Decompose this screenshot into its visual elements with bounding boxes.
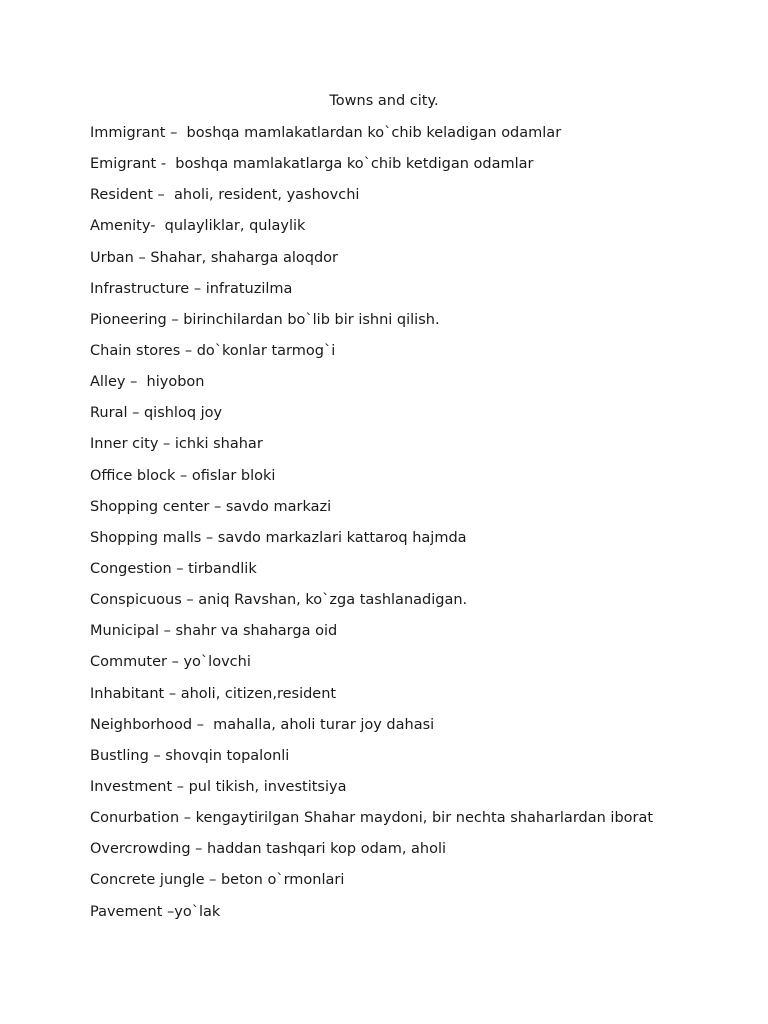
vocabulary-entry: Investment – pul tikish, investitsiya xyxy=(90,778,347,795)
vocabulary-entry: Inhabitant – aholi, citizen,resident xyxy=(90,685,337,702)
vocabulary-entry: Inner city – ichki shahar xyxy=(90,436,263,453)
vocabulary-entry: Shopping center – savdo markazi xyxy=(90,498,332,515)
vocabulary-entry: Shopping malls – savdo markazlari kattaroq hajmda xyxy=(90,529,467,546)
vocabulary-entry: Concrete jungle – beton o`rmonlari xyxy=(90,872,345,889)
vocabulary-entry: Neighborhood – mahalla, aholi turar joy dahasi xyxy=(90,716,435,733)
vocabulary-entry: Infrastructure – infratuzilma xyxy=(90,280,293,297)
vocabulary-entry: Immigrant – boshqa mamlakatlardan ko`chib keladigan odamlar xyxy=(90,125,562,141)
vocabulary-entry: Commuter – yo`lovchi xyxy=(90,654,251,671)
vocabulary-entry: Congestion – tirbandlik xyxy=(90,560,257,577)
vocabulary-entry: Pavement –yo`lak xyxy=(90,903,221,920)
vocabulary-entry: Conurbation – kengaytirilgan Shahar maydoni, bir nechta shaharlardan iborat xyxy=(90,810,654,827)
vocabulary-entry: Resident – aholi, resident, yashovchi xyxy=(90,187,360,204)
vocabulary-entry: Pioneering – birinchilardan bo`lib bir ishni qilish. xyxy=(90,311,440,328)
vocabulary-entry: Amenity- qulayliklar, qulaylik xyxy=(90,218,306,235)
vocabulary-entry: Bustling – shovqin topalonli xyxy=(90,747,290,764)
vocabulary-entry: Chain stores – do`konlar tarmog`i xyxy=(90,342,336,359)
vocabulary-entry: Rural – qishloq joy xyxy=(90,405,223,422)
vocabulary-entry: Municipal – shahr va shaharga oid xyxy=(90,623,338,640)
vocabulary-list xyxy=(90,123,750,933)
vocabulary-entry: Alley – hiyobon xyxy=(90,374,205,391)
vocabulary-entry: Urban – Shahar, shaharga aloqdor xyxy=(90,249,338,266)
vocabulary-entry: Conspicuous – aniq Ravshan, ko`zga tashlanadigan. xyxy=(90,592,468,609)
vocabulary-entry: Office block – ofislar bloki xyxy=(90,467,276,484)
vocabulary-entry: Overcrowding – haddan tashqari kop odam, aholi xyxy=(90,841,447,858)
document-title: Towns and city. xyxy=(329,93,439,109)
vocabulary-entry: Emigrant - boshqa mamlakatlarga ko`chib ketdigan odamlar xyxy=(90,156,534,173)
